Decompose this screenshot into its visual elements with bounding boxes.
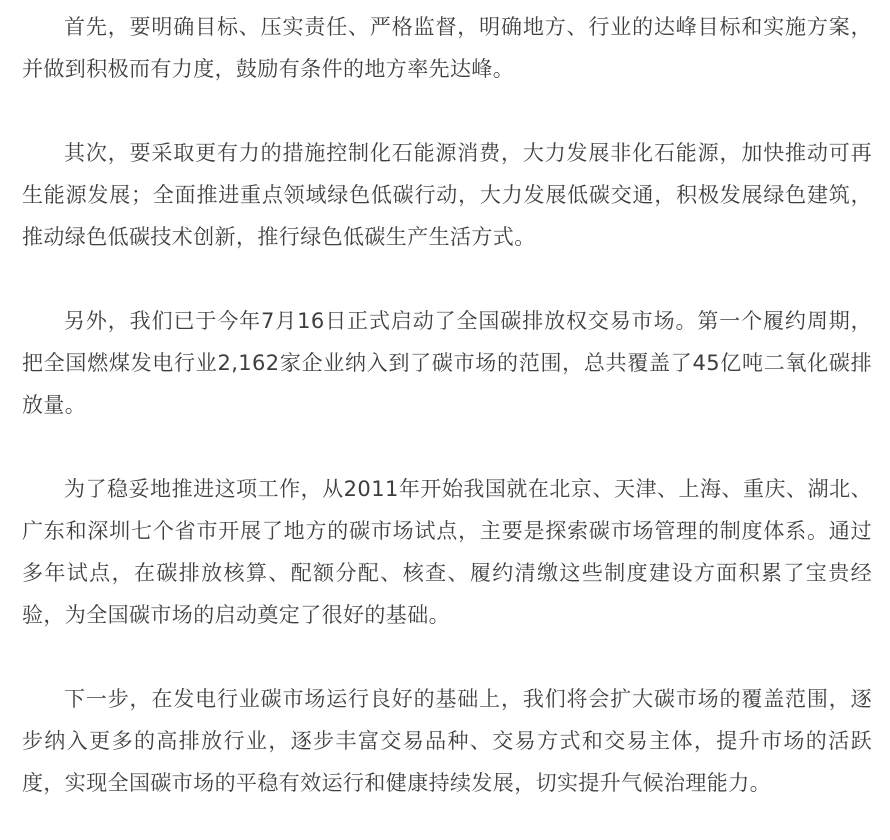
- paragraph-pilot-programs: 为了稳妥地推进这项工作，从2011年开始我国就在北京、天津、上海、重庆、湖北、广东和深圳七个省市开展了地方的碳市场试点，主要是探索碳市场管理的制度体系。通过多年试点，在碳排放核算、配额分配、核查、履约清缴这些制度建设方面积累了宝贵经验，为全国碳市场的启动奠定了很好的基础。: [22, 477, 872, 627]
- paragraph-carbon-market-launch: 另外，我们已于今年7月16日正式启动了全国碳排放权交易市场。第一个履约周期，把全国燃煤发电行业2,162家企业纳入到了碳市场的范围，总共覆盖了45亿吨二氧化碳排放量。: [22, 309, 872, 417]
- paragraph-energy-measures: 其次，要采取更有力的措施控制化石能源消费，大力发展非化石能源，加快推动可再生能源发展；全面推进重点领域绿色低碳行动，大力发展低碳交通，积极发展绿色建筑，推动绿色低碳技术创新，推行绿色低碳生产生活方式。: [22, 141, 872, 249]
- paragraph-next-steps: 下一步，在发电行业碳市场运行良好的基础上，我们将会扩大碳市场的覆盖范围，逐步纳入更多的高排放行业，逐步丰富交易品种、交易方式和交易主体，提升市场的活跃度，实现全国碳市场的平稳有效运行和健康持续发展，切实提升气候治理能力。: [22, 687, 872, 795]
- paragraph-targets: 首先，要明确目标、压实责任、严格监督，明确地方、行业的达峰目标和实施方案，并做到积极而有力度，鼓励有条件的地方率先达峰。: [22, 15, 872, 81]
